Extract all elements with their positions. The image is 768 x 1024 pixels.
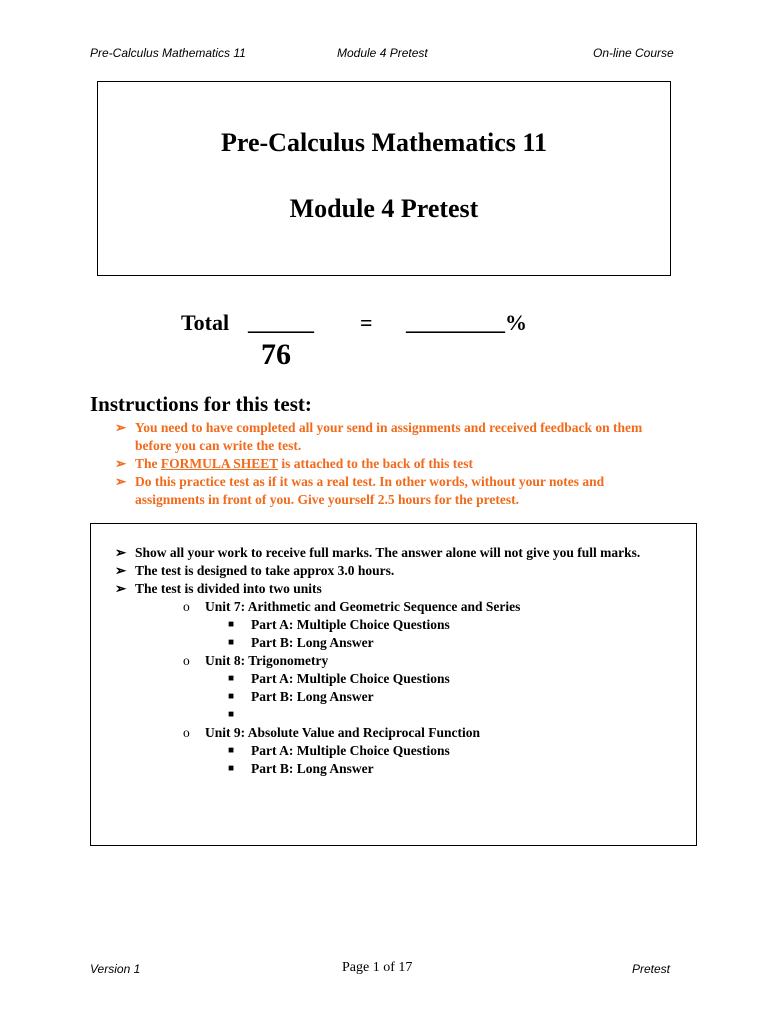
arrow-bullet-icon: ➢ (115, 581, 127, 596)
part-text: Part A: Multiple Choice Questions (251, 617, 450, 632)
total-equals: = (360, 310, 373, 335)
unit-text: Unit 7: Arithmetic and Geometric Sequence and Series (205, 599, 521, 614)
circle-bullet-icon: o (183, 653, 190, 668)
square-bullet-icon: ■ (228, 709, 235, 720)
square-bullet-icon: ■ (228, 673, 235, 684)
footer-page-number: Page 1 of 17 (342, 960, 413, 975)
unit-text: Unit 8: Trigonometry (205, 653, 329, 668)
arrow-bullet-icon: ➢ (115, 563, 127, 578)
test-info-list (115, 544, 675, 778)
test-info-box (90, 523, 697, 846)
unit-text: Unit 9: Absolute Value and Reciprocal Function (205, 725, 481, 740)
unit-item (115, 724, 675, 742)
part-text: Part B: Long Answer (251, 761, 374, 776)
part-item (115, 742, 675, 760)
part-item (115, 760, 675, 778)
arrow-bullet-icon: ➢ (115, 545, 127, 560)
square-bullet-icon: ■ (228, 763, 235, 774)
total-label: Total (181, 310, 230, 335)
list-item (115, 455, 675, 473)
list-item (115, 562, 675, 580)
part-item (115, 670, 675, 688)
list-item (115, 473, 675, 509)
square-bullet-icon: ■ (228, 745, 235, 756)
part-item (115, 616, 675, 634)
info-text: The test is divided into two units (135, 581, 322, 596)
instruction-text: You need to have completed all your send in assignments and received feedback on them before you can write the test. (135, 420, 643, 453)
part-text: Part B: Long Answer (251, 635, 374, 650)
instructions-heading: Instructions for this test: (90, 392, 312, 416)
instructions-list (115, 419, 675, 509)
header-module: Module 4 Pretest (337, 46, 428, 60)
title-box (97, 81, 671, 276)
info-text: Show all your work to receive full marks. The answer alone will not give you full marks. (135, 545, 641, 560)
unit-item (115, 652, 675, 670)
circle-bullet-icon: o (183, 599, 190, 614)
footer-doc-type: Pretest (632, 962, 671, 976)
instruction-text: Do this practice test as if it was a real test. In other words, without your notes and assignments in front of you. Give yourself 2.5 hours for the pretest. (135, 474, 605, 507)
formula-sheet-link[interactable]: FORMULA SHEET (160, 456, 279, 471)
part-text: Part B: Long Answer (251, 689, 374, 704)
square-bullet-icon: ■ (228, 637, 235, 648)
part-item (115, 706, 675, 724)
course-title: Pre-Calculus Mathematics 11 (221, 128, 547, 157)
unit-item (115, 598, 675, 616)
list-item (115, 544, 675, 562)
list-item (115, 419, 675, 455)
header-course-type: On-line Course (593, 46, 674, 60)
header-course: Pre-Calculus Mathematics 11 (90, 46, 246, 60)
part-item (115, 634, 675, 652)
list-item (115, 580, 675, 598)
instruction-text: is attached to the back of this test (281, 456, 474, 471)
square-bullet-icon: ■ (228, 691, 235, 702)
arrow-bullet-icon: ➢ (115, 420, 127, 435)
instruction-text: The (135, 456, 158, 471)
arrow-bullet-icon: ➢ (115, 474, 127, 489)
circle-bullet-icon: o (183, 725, 190, 740)
total-percent-blank: _________% (406, 310, 527, 335)
arrow-bullet-icon: ➢ (115, 456, 127, 471)
part-text: Part A: Multiple Choice Questions (251, 743, 450, 758)
part-item (115, 688, 675, 706)
total-out-of: 76 (261, 338, 291, 371)
part-text: Part A: Multiple Choice Questions (251, 671, 450, 686)
module-title: Module 4 Pretest (289, 194, 479, 223)
total-score-blank: ______ (248, 310, 314, 335)
footer-version: Version 1 (90, 962, 141, 976)
square-bullet-icon: ■ (228, 619, 235, 630)
info-text: The test is designed to take approx 3.0 hours. (135, 563, 395, 578)
